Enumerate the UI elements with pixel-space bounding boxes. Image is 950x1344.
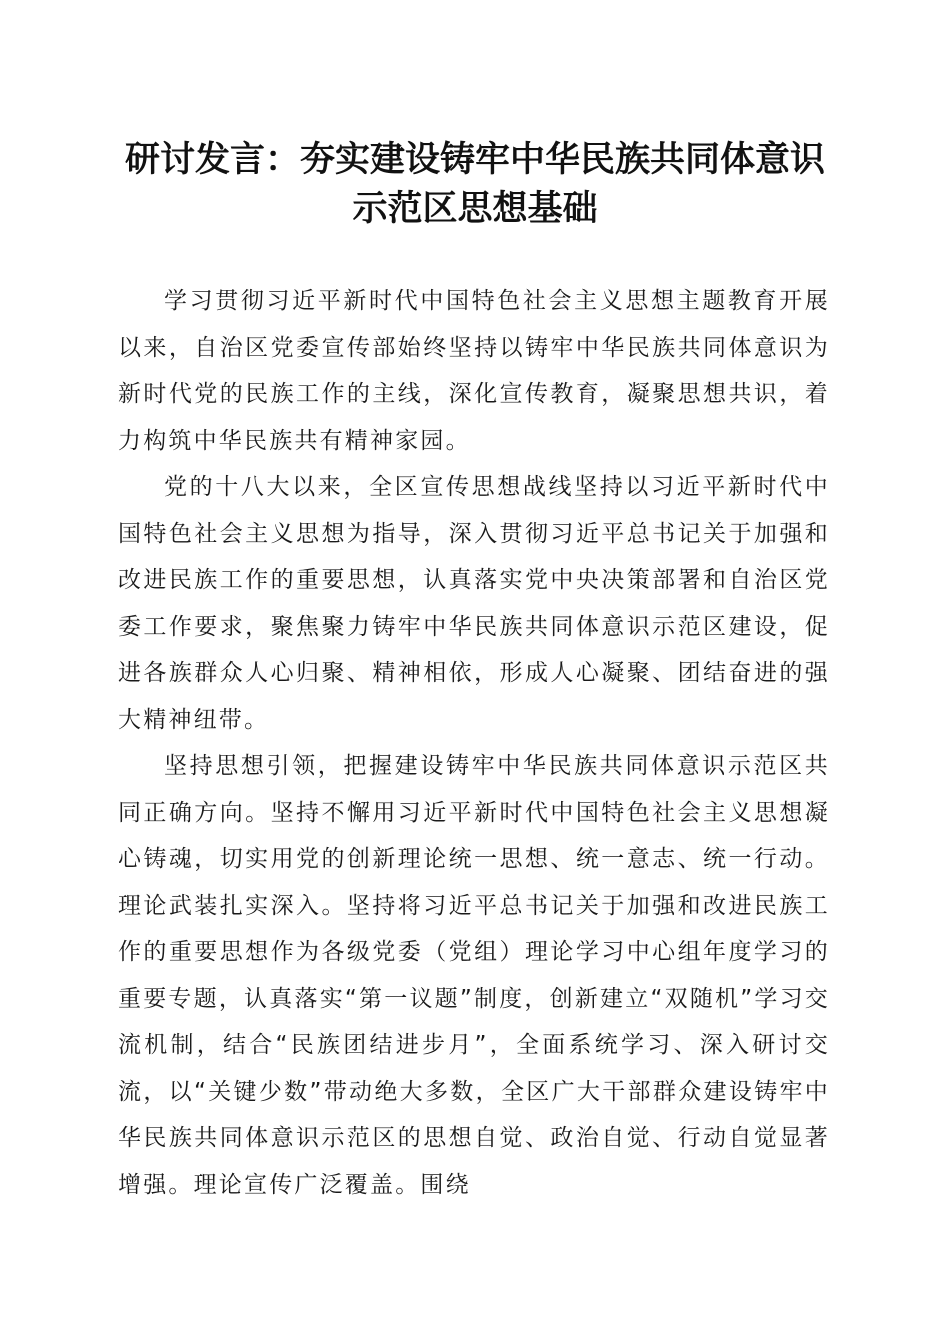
title-line-2: 示范区思想基础	[352, 188, 598, 229]
document-body	[118, 278, 830, 1208]
paragraph-3: 坚持思想引领，把握建设铸牢中华民族共同体意识示范区共同正确方向。坚持不懈用习近平新时代中国特色社会主义思想凝心铸魂，切实用党的创新理论统一思想、统一意志、统一行动。理论武装扎实深入。坚持将习近平总书记关于加强和改进民族工作的重要思想作为各级党委（党组）理论学习中心组年度学习的重要专题，认真落实“第一议题”制度，创新建立“双随机”学习交流机制，结合“民族团结进步月”，全面系统学习、深入研讨交流，以“关键少数”带动绝大多数，全区广大干部群众建设铸牢中华民族共同体意识示范区的思想自觉、政治自觉、行动自觉显著增强。理论宣传广泛覆盖。围绕	[118, 753, 830, 1198]
document-title	[100, 135, 850, 233]
paragraph-1: 学习贯彻习近平新时代中国特色社会主义思想主题教育开展以来，自治区党委宣传部始终坚持以铸牢中华民族共同体意识为新时代党的民族工作的主线，深化宣传教育，凝聚思想共识，着力构筑中华民族共有精神家园。	[118, 288, 830, 454]
paragraph-2: 党的十八大以来，全区宣传思想战线坚持以习近平新时代中国特色社会主义思想为指导，深入贯彻习近平总书记关于加强和改进民族工作的重要思想，认真落实党中央决策部署和自治区党委工作要求，聚焦聚力铸牢中华民族共同体意识示范区建设，促进各族群众人心归聚、精神相依，形成人心凝聚、团结奋进的强大精神纽带。	[118, 474, 830, 733]
title-line-1: 研讨发言：夯实建设铸牢中华民族共同体意识	[124, 139, 825, 180]
